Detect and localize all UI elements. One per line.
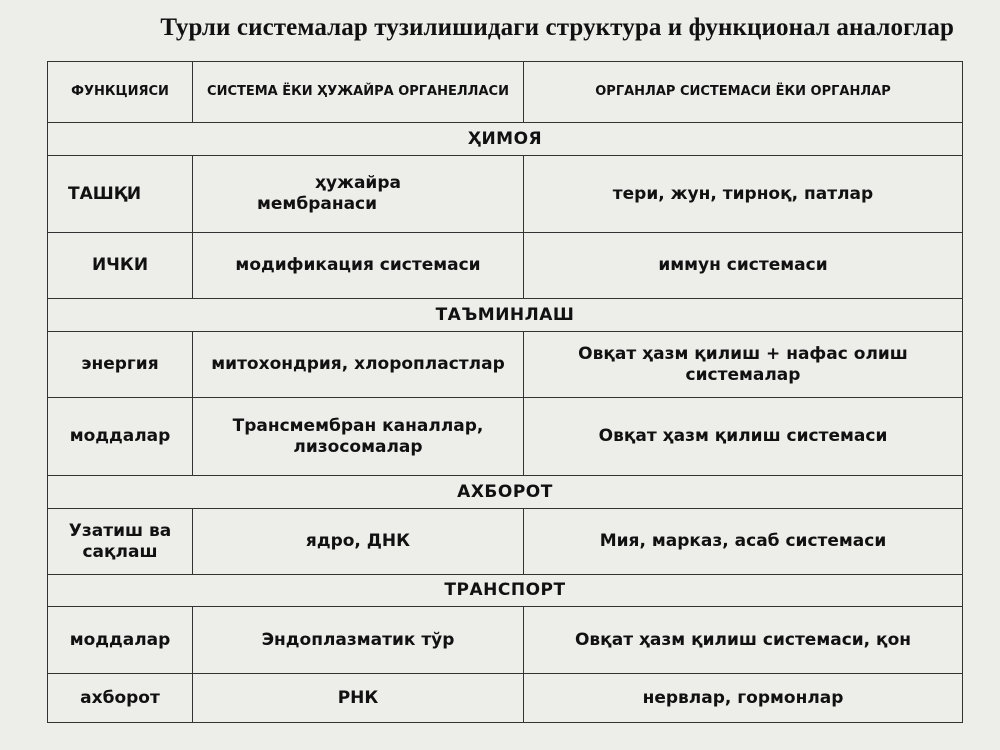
cell-system: Эндоплазматик тўр [193, 607, 524, 674]
cell-organs: иммун системаси [524, 233, 963, 299]
section-title-transport: ТРАНСПОРТ [48, 575, 963, 607]
section-title-supply: ТАЪМИНЛАШ [48, 299, 963, 332]
table-row [48, 332, 963, 398]
section-row [48, 476, 963, 509]
header-function: ФУНКЦИЯСИ [48, 62, 193, 123]
section-row [48, 575, 963, 607]
section-row [48, 299, 963, 332]
cell-system: митохондрия, хлоропластлар [193, 332, 524, 398]
header-organs: ОРГАНЛАР СИСТЕМАСИ ЁКИ ОРГАНЛАР [524, 62, 963, 123]
cell-system-line1: ҳужайра [315, 173, 401, 193]
cell-organs: Овқат ҳазм қилиш + нафас олиш системалар [524, 332, 963, 398]
table-row [48, 607, 963, 674]
cell-function: ахборот [48, 674, 193, 723]
cell-function: моддалар [48, 398, 193, 476]
page-title: Турли системалар тузилишидаги структура и функционал аналоглар [160, 14, 954, 41]
cell-organs: Мия, марказ, асаб системаси [524, 509, 963, 575]
cell-system: ядро, ДНК [193, 509, 524, 575]
cell-system [193, 156, 524, 233]
cell-organs: тери, жун, тирноқ, патлар [524, 156, 963, 233]
cell-function: ИЧКИ [48, 233, 193, 299]
section-title-protection: ҲИМОЯ [48, 123, 963, 156]
cell-system: РНК [193, 674, 524, 723]
table-row [48, 233, 963, 299]
table-row [48, 674, 963, 723]
cell-organs: нервлар, гормонлар [524, 674, 963, 723]
section-title-information: АХБОРОТ [48, 476, 963, 509]
cell-function: Узатиш ва сақлаш [48, 509, 193, 575]
section-row [48, 123, 963, 156]
cell-function: моддалар [48, 607, 193, 674]
cell-system: Трансмембран каналлар, лизосомалар [193, 398, 524, 476]
cell-organs: Овқат ҳазм қилиш системаси [524, 398, 963, 476]
table-row [48, 156, 963, 233]
cell-system-line2: мембранаси [257, 194, 378, 214]
analogs-table [47, 61, 963, 723]
cell-function: ТАШҚИ [48, 156, 193, 233]
cell-system: модификация системаси [193, 233, 524, 299]
cell-function: энергия [48, 332, 193, 398]
header-system: СИСТЕМА ЁКИ ҲУЖАЙРА ОРГАНЕЛЛАСИ [193, 62, 524, 123]
table-row [48, 509, 963, 575]
cell-organs: Овқат ҳазм қилиш системаси, қон [524, 607, 963, 674]
table-header-row [48, 62, 963, 123]
table-row [48, 398, 963, 476]
